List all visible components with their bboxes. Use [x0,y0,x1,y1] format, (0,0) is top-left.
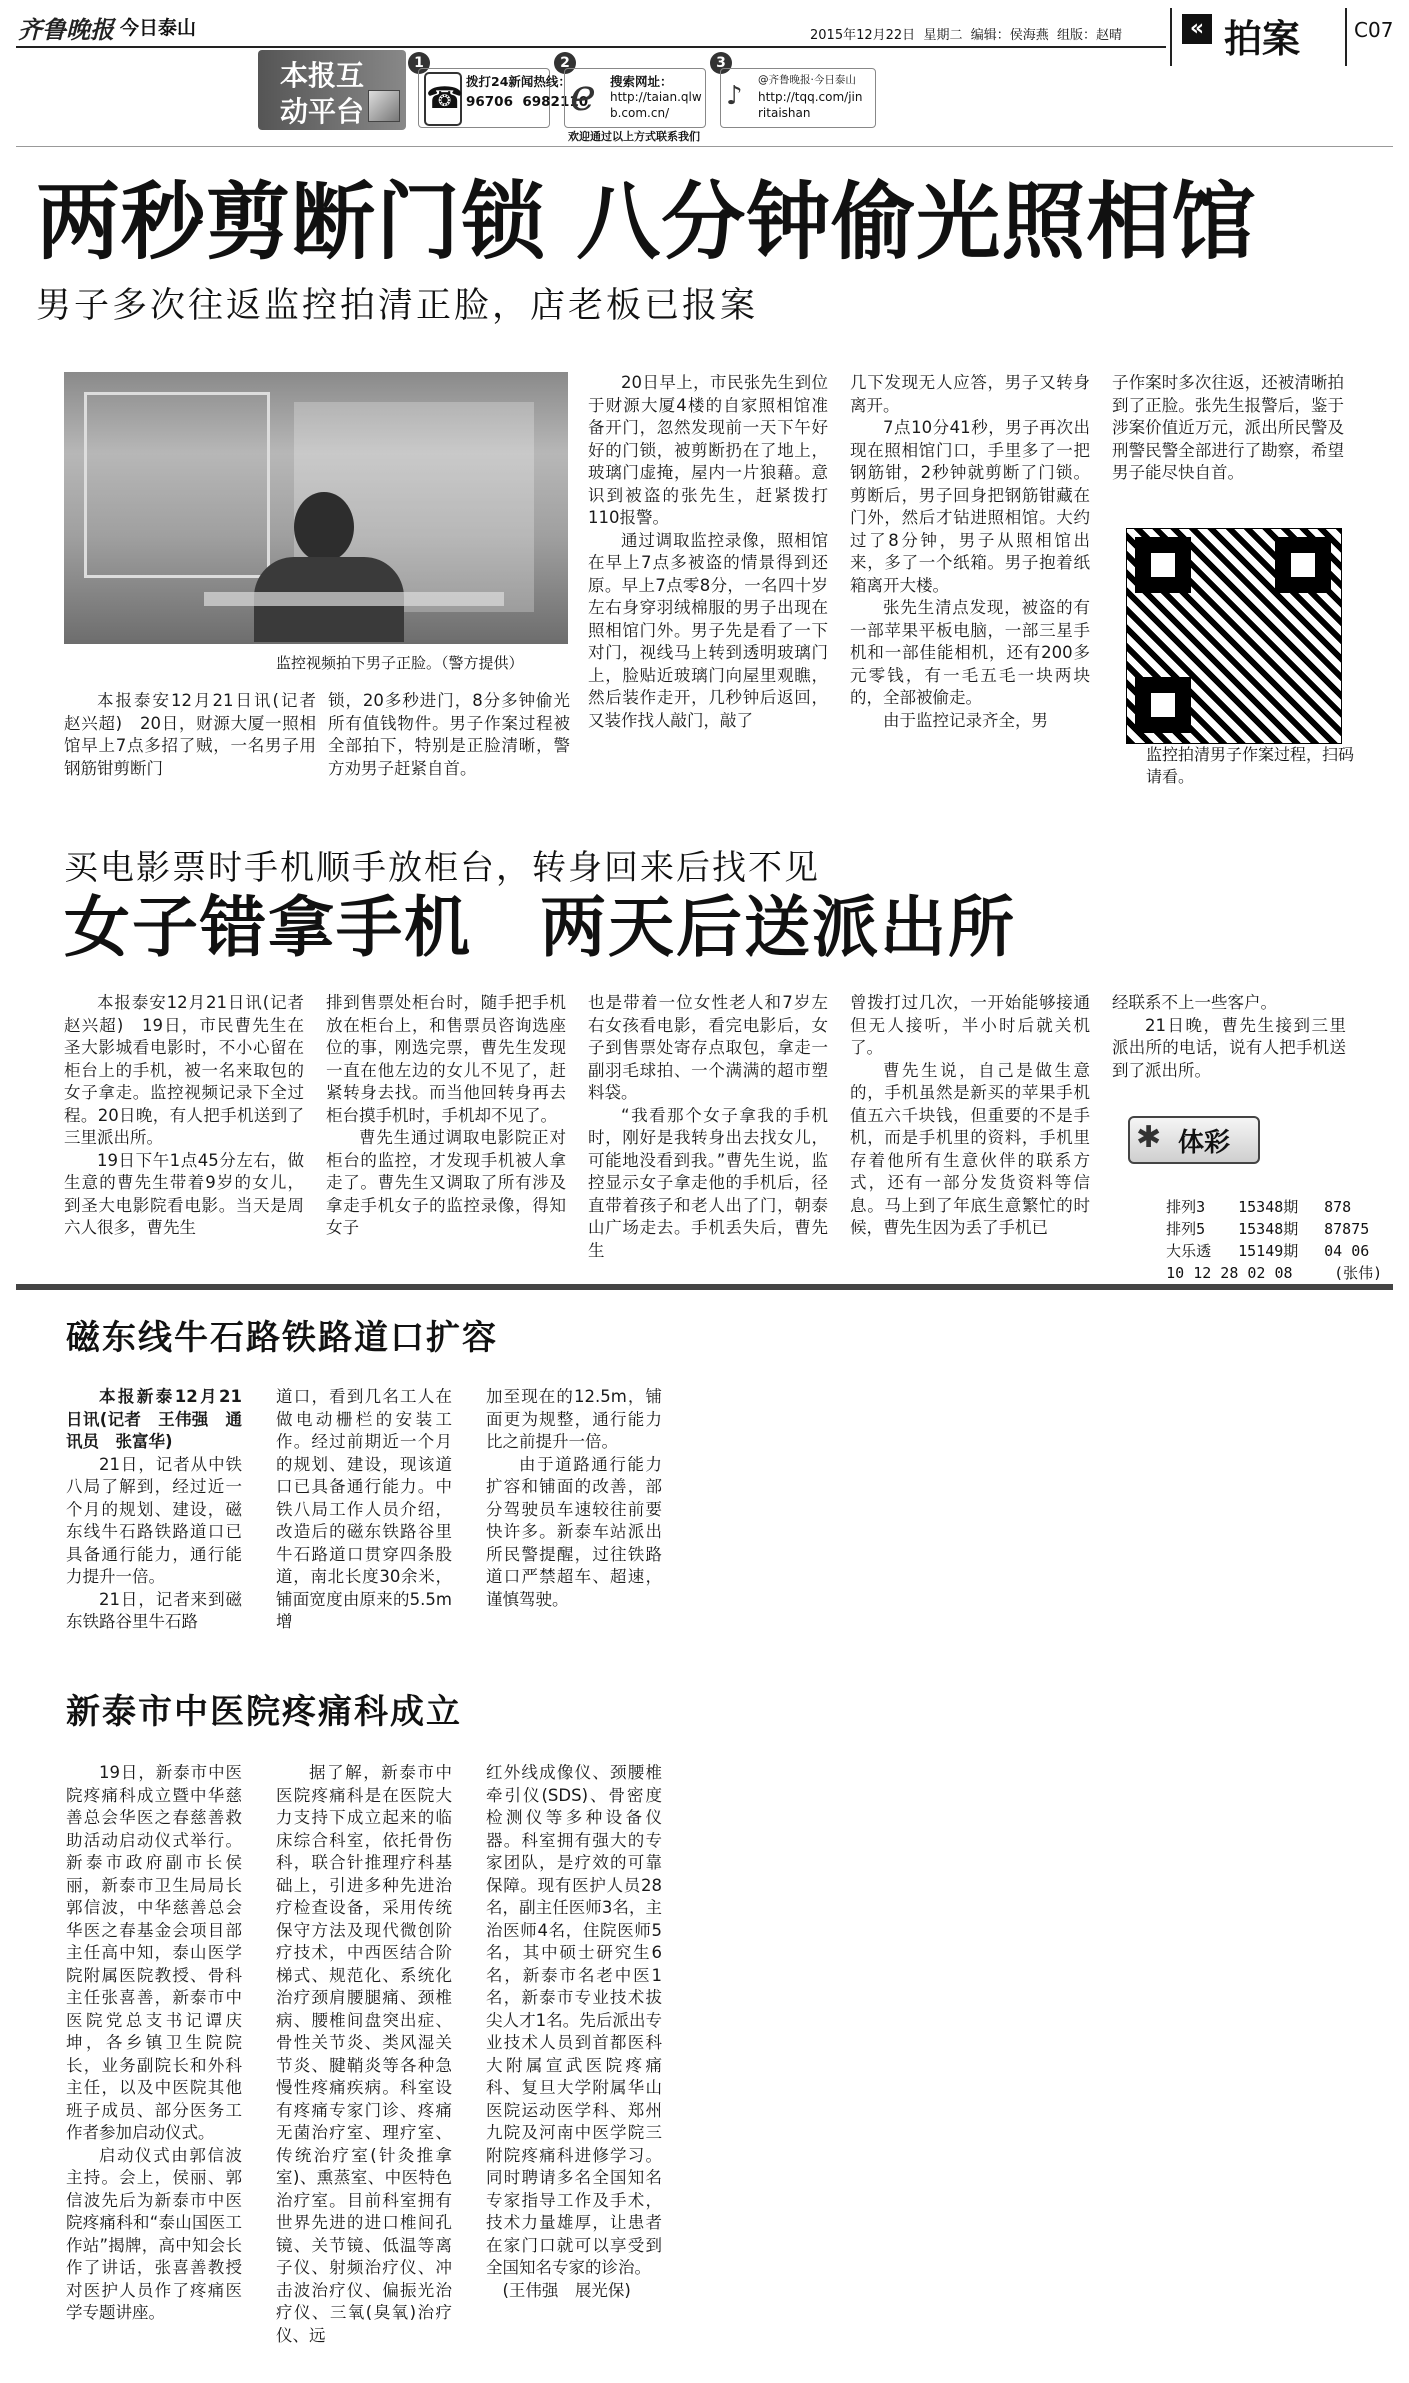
story2-para-b2: 曹先生通过调取电影院正对柜台的监控，才发现手机被人拿走了。曹先生又调取了所有涉及拿走手机女子的监控录像，得知女子 [326,1128,566,1237]
weibo-icon: ♪ [726,81,743,111]
story1-headline: 两秒剪断门锁 八分钟偷光照相馆 [36,173,1257,271]
story2-col-c [588,992,828,1262]
banner-rule [16,146,1393,147]
story2-para-c1: 也是带着一位女性老人和7岁左右女孩看电影，看完电影后，女子到售票处寄存点取包，拿走一副羽毛球拍、一个满满的超市塑料袋。 [588,993,828,1102]
lottery-number-1: 878 [1324,1198,1352,1216]
paper-name: 齐鲁晚报 [18,15,114,44]
lottery-number-2: 87875 [1324,1220,1370,1238]
story2-para-e2: 21日晚，曹先生接到三里派出所的电话，说有人把手机送到了派出所。 [1112,1015,1346,1080]
story3-para-c1: 加至现在的12.5m，铺面更为规整，通行能力比之前提升一倍。 [486,1387,662,1451]
date-text: 2015年12月22日 [810,28,916,43]
phone-icon: ☎ [424,72,462,126]
photo-suspect-head [294,492,354,562]
story1-para-d1: 子作案时多次往返，还被清晰拍到了正脸。张先生报警后，鉴于涉案价值近万元，派出所民警及刑警民警全部进行了勘察，希望男子能尽快自首。 [1112,373,1344,482]
story1-lead-cont: 锁，20多秒进门，8分多钟偷光所有值钱物件。男子作案过程被全部拍下，特别是正脸清晰，警方劝男子赶紧自首。 [328,691,570,778]
story2-headline: 女子错拿手机 两天后送派出所 [64,889,1016,966]
story1-photo-caption: 监控视频拍下男子正脸。（警方提供） [276,654,524,672]
editor-text: 编辑：侯海燕 [970,28,1049,43]
lottery-row-4 [1130,1240,1382,1306]
lottery-name-2: 排列5 [1166,1220,1206,1238]
story1-col-b [588,372,828,732]
lottery-name-1: 排列3 [1166,1198,1206,1216]
lottery-box [1122,1112,1383,1282]
qr-finder-tr [1283,545,1323,585]
story2-para-a2: 19日下午1点45分左右，做生意的曹先生带着9岁的女儿，到圣大电影院看电影。当天是周六人很多，曹先生 [64,1150,304,1237]
browser-icon: e [570,70,597,121]
story2-para-d1: 曾拨打过几次，一开始能够接通但无人接听，半小时后就关机了。 [850,993,1090,1057]
story4-headline: 新泰市中医院疼痛科成立 [66,1692,462,1732]
story3-para-a3: 21日，记者来到磁东铁路谷里牛石路 [66,1589,242,1631]
qr-code-image[interactable] [1126,528,1342,744]
story4-col-c [486,1762,662,2302]
story1-para-c3: 张先生清点发现，被盗的有一部苹果平板电脑，一部三星手机和一部佳能相机，还有200多元零钱，有一毛五毛一块两块的，全部被偷走。 [850,598,1090,707]
story4-byline: (王伟强 展光保) [502,2280,631,2300]
interact-banner [258,50,878,143]
cube-icon [368,90,400,122]
story4-para-b1: 据了解，新泰市中医院疼痛科是在医院大力支持下成立起来的临床综合科室，依托骨伤科，联合针推理疗科基础上，引进多种先进治疗检查设备，采用传统保守方法及现代微创阶疗技术，中西医结合阶梯式、规范化、系统化治疗颈肩腰腿痛、颈椎病、腰椎间盘突出症、骨性关节炎、类风湿关节炎、腱鞘炎等各种急慢性疼痛疾病。科室设有疼痛专家门诊、疼痛无菌治疗室、理疗室、传统治疗室(针灸推拿室)、熏蒸室、中医特色治疗室。目前科室拥有世界先进的进口椎间孔镜、关节镜、低温等离子仪、射频治疗仪、冲击波治疗仪、偏振光治疗仪、三氧(臭氧)治疗仪、远 [276,1763,452,2345]
weibo-label: @齐鲁晚报·今日泰山 [758,74,856,86]
weekday-text: 星期二 [923,28,963,43]
lottery-byline: (张伟) [1334,1264,1383,1282]
page-number: C07 [1354,18,1394,42]
masthead-rule [16,46,1166,48]
story1-para-c1: 几下发现无人应答，男子又转身离开。 [850,373,1090,415]
story3-col-b [276,1386,452,1634]
story4-para-a2: 启动仪式由郭信波主持。会上，侯丽、郭信波先后为新泰市中医院疼痛科和“泰山国医工作站”揭牌，高中知会长作了讲话，张喜善教授对医护人员作了疼痛医学专题讲座。 [66,2145,242,2322]
weibo-url-1[interactable]: http://tqq.com/jin [758,90,863,104]
lottery-last-line: 10 12 28 02 08 [1166,1264,1293,1282]
story3-para-b1: 道口，看到几名工人在做电动栅栏的安装工作。经过前期近一个月的规划、建设，现该道口已具备通行能力。中铁八局工作人员介绍，改造后的磁东铁路谷里牛石路道口贯穿四条股道，南北长度30余米，铺面宽度由原来的5.5m增 [276,1387,452,1631]
lottery-number-3: 04 06 [1324,1242,1370,1260]
qr-finder-bl [1143,685,1183,725]
story2-col-a [64,992,321,1240]
story2-col-b [326,992,566,1240]
qr-finder-tl [1143,545,1183,585]
story3-headline: 磁东线牛石路铁路道口扩容 [66,1318,498,1358]
lottery-issue-3: 15149期 [1238,1242,1299,1260]
story2-kicker: 买电影票时手机顺手放柜台，转身回来后找不见 [64,848,820,888]
qr-caption: 监控拍清男子作案过程，扫码请看。 [1146,745,1355,786]
lottery-issue-2: 15348期 [1238,1220,1299,1238]
step-1-badge: 1 [408,52,430,74]
story4-para-a1: 19日，新泰市中医院疼痛科成立暨中华慈善总会华医之春慈善救助活动启动仪式举行。新泰市政府副市长侯丽，新泰市卫生局局长郭信波，中华慈善总会华医之春基金会项目部主任高中知，泰山医学院附属医院教授、骨科主任张喜善，新泰市中医院党总支书记谭庆坤，各乡镇卫生院院长，业务副院长和外科主任，以及中医院其他班子成员、部分医务工作者参加启动仪式。 [66,1763,242,2142]
banner-title-1: 本报互 [280,59,365,92]
story2-para-b1: 排到售票处柜台时，随手把手机放在柜台上，和售票员咨询选座位的事，刚选完票，曹先生发现一直在他左边的女儿不见了，赶紧转身去找。而当他回转身再去柜台摸手机时，手机却不见了。 [326,993,566,1125]
web-url-1[interactable]: http://taian.qlw [610,90,702,104]
story3-col-a [66,1386,242,1634]
story1-para-c2: 7点10分41秒，男子再次出现在照相馆门口，手里多了一把钢筋钳，2秒钟就剪断了门锁。剪断后，男子回身把钢筋钳藏在门外，然后才钻进照相馆。大约过了8分钟，男子从照相馆出来，多了一个纸箱。男子抱着纸箱离开大楼。 [850,418,1090,595]
story2-para-c2: “我看那个女子拿我的手机时，刚好是我转身出去找女儿，可能地没看到我。”曹先生说，监控显示女子拿走他的手机后，径直带着孩子和老人出了门，朝泰山广场走去。手机丢失后，曹先生 [588,1105,828,1260]
story2-col-d [850,992,1090,1240]
lottery-logo-icon: ✱ [1136,1120,1162,1155]
weibo-url-2[interactable]: ritaishan [758,106,811,120]
step-2-badge: 2 [554,52,576,74]
story2-lead: 本报泰安12月21日讯(记者 赵兴超) 19日，市民曹先生在圣大影城看电影时，不小心留在柜台上的手机，被一名来取包的女子拿走。监控视频记录下全过程。20日晚，有人把手机送到了三里派出所。 [64,993,321,1147]
story3-para-a2: 21日，记者从中铁八局了解到，经过近一个月的规划、建设，磁东线牛石路铁路道口已具备通行能力，通行能力提升一倍。 [66,1454,242,1586]
story1-para-b1: 20日早上，市民张先生到位于财源大厦4楼的自家照相馆准备开门，忽然发现前一天下午好好的门锁，被剪断扔在了地上，玻璃门虚掩，屋内一片狼藉。意识到被盗的张先生，赶紧拨打110报警。 [588,373,828,527]
story3-lead: 本报新泰12月21日讯(记者 王伟强 通讯员 张富华) [66,1387,242,1451]
photo-timestamp-bar [204,592,504,606]
story1-col-a1 [64,690,333,780]
column-arrow-icon: « [1182,14,1212,44]
story1-para-b2: 通过调取监控录像，照相馆在早上7点多被盗的情景得到还原。早上7点零8分，一名四十岁左右身穿羽绒棉服的男子出现在照相馆门外。男子先是看了一下对门，视线马上转到透明玻璃门上，脸贴近玻璃门向屋里观瞧，然后装作走开，几秒钟后返回，又装作找人敲门，敲了 [588,530,828,730]
story1-col-d [1112,372,1344,485]
issue-date [810,24,1122,43]
hotline-numbers: 96706 6982110 [466,94,589,110]
story2-col-e [1112,992,1346,1082]
story4-col-b [276,1762,452,2347]
banner-title-2: 动平台 [280,95,365,128]
story2-para-e1: 经联系不上一些客户。 [1112,993,1277,1012]
lottery-issue-1: 15348期 [1238,1198,1299,1216]
web-url-2[interactable]: b.com.cn/ [610,106,670,120]
lottery-title: 体彩 [1178,1128,1231,1158]
web-label: 搜索网址： [610,74,673,89]
lottery-name-3: 大乐透 [1166,1242,1212,1260]
section-name: 今日泰山 [120,17,197,39]
hotline-label: 拨打24新闻热线： [466,74,571,89]
story3-para-c2: 由于道路通行能力扩容和铺面的改善，部分驾驶员车速较往前要快许多。新泰车站派出所民警提醒，过往铁路道口严禁超车、超速，谨慎驾驶。 [486,1454,662,1609]
story4-para-c1: 红外线成像仪、颈腰椎牵引仪(SDS)、骨密度检测仪等多种设备仪器。科室拥有强大的专家团队，是疗效的可靠保障。现有医护人员28名，副主任医师3名，主治医师4名，住院医师5名，其中硕士研究生6名，新泰市名老中医1名，新泰市专业技术拔尖人才1名。先后派出专业技术人员到首都医科大附属宣武医院疼痛科、复旦大学附属华山医院运动医学科、郑州九院及河南中医学院三附院疼痛科进修学习。同时聘请多名全国知名专家指导工作及手术，技术力量雄厚，让患者在家门口就可以享受到全国知名专家的诊治。 [486,1763,662,2277]
story1-col-a2 [328,690,570,780]
story1-lead: 本报泰安12月21日讯(记者 赵兴超) 20日，财源大厦一照相馆早上7点多招了贼，一名男子用钢筋钳剪断门 [64,691,333,778]
designer-text: 组版：赵晴 [1057,28,1123,43]
story1-subhead: 男子多次往返监控拍清正脸，店老板已报案 [36,286,759,326]
story2-para-d2: 曹先生说，自己是做生意的，手机虽然是新买的苹果手机值五六千块钱，但重要的不是手机，而是手机里的资料，手机里存着他所有生意伙伴的联系方式，还有一部分发货资料等信息。马上到了年底生意繁忙的时候，曹先生因为丢了手机已 [850,1060,1090,1237]
section-rule [16,1284,1393,1290]
column-divider-2 [1345,8,1347,66]
story1-col-c [850,372,1090,732]
story3-col-c [486,1386,662,1611]
step-3-badge: 3 [710,52,732,74]
story4-col-a [66,1762,242,2325]
story1-para-c4: 由于监控记录齐全，男 [883,710,1048,730]
banner-welcome: 欢迎通过以上方式联系我们 [568,130,700,143]
column-divider [1170,8,1172,66]
column-title: 拍案 [1224,17,1301,61]
story1-photo [64,372,568,644]
photo-door-frame [84,392,270,578]
